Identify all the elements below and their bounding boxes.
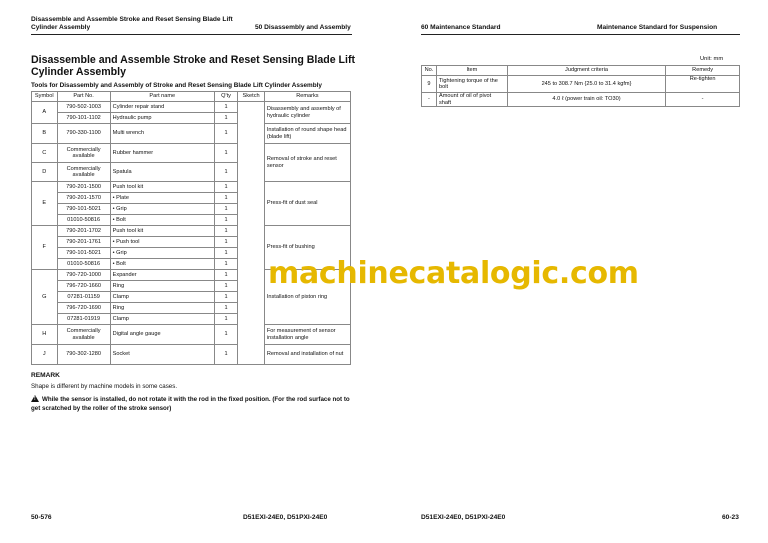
part-name-cell: Push tool kit xyxy=(110,226,214,237)
page-title: Disassemble and Assemble Stroke and Reset Sensing Blade Lift Cylinder Assembly xyxy=(31,54,355,78)
part-no-cell: 790-101-1102 xyxy=(57,113,110,124)
part-no-cell: 790-201-1500 xyxy=(57,182,110,193)
table-subtitle: Tools for Disassembly and Assembly of Stroke and Reset Sensing Blade Lift Cylinder Assembly xyxy=(31,82,322,89)
part-no-cell: 790-330-1100 xyxy=(57,124,110,144)
table-row xyxy=(32,124,351,144)
table-row xyxy=(32,182,351,193)
part-name-cell: Hydraulic pump xyxy=(110,113,214,124)
symbol-cell: B xyxy=(32,124,58,144)
qty-cell: 1 xyxy=(214,259,237,270)
part-name-cell: Cylinder repair stand xyxy=(110,102,214,113)
part-name-cell: Digital angle gauge xyxy=(110,325,214,345)
part-no-cell: 796-720-1660 xyxy=(57,281,110,292)
symbol-cell: D xyxy=(32,163,58,182)
col-remarks: Remarks xyxy=(264,92,350,102)
qty-cell: 1 xyxy=(214,345,237,365)
remarks-cell: Press-fit of bushing xyxy=(264,226,350,270)
tools-table xyxy=(31,91,351,365)
remark-text: Shape is different by machine models in some cases. xyxy=(31,383,178,390)
right-footer-page-number: 60-23 xyxy=(722,514,739,521)
right-header-rule xyxy=(421,34,740,35)
symbol-cell: G xyxy=(32,270,58,325)
remarks-cell: Press-fit of dust seal xyxy=(264,182,350,226)
warning-note xyxy=(31,395,351,413)
col-part-name: Part name xyxy=(110,92,214,102)
part-name-cell: Multi wrench xyxy=(110,124,214,144)
qty-cell: 1 xyxy=(214,113,237,124)
right-header-section: 60 Maintenance Standard xyxy=(421,24,501,31)
warning-icon: ! xyxy=(31,395,39,402)
table-row xyxy=(32,102,351,113)
remarks-cell: Removal of stroke and reset sensor xyxy=(264,144,350,182)
table-row xyxy=(32,325,351,345)
part-name-cell: • Push tool xyxy=(110,237,214,248)
part-no-cell: 07281-01919 xyxy=(57,314,110,325)
footer-model: D51EXI-24E0, D51PXI-24E0 xyxy=(243,514,328,521)
col-sketch: Sketch xyxy=(238,92,265,102)
part-name-cell: Rubber hammer xyxy=(110,144,214,163)
part-no-cell: Commercially available xyxy=(57,325,110,345)
part-no-cell: 07281-01159 xyxy=(57,292,110,303)
qty-cell: 1 xyxy=(214,270,237,281)
qty-cell: 1 xyxy=(214,102,237,113)
part-no-cell: 790-201-1761 xyxy=(57,237,110,248)
table-row xyxy=(32,144,351,163)
part-no-cell: 790-502-1003 xyxy=(57,102,110,113)
col-qty: Q'ty xyxy=(214,92,237,102)
table-header-row xyxy=(32,92,351,102)
part-name-cell: Push tool kit xyxy=(110,182,214,193)
std-header-row xyxy=(422,66,740,76)
symbol-cell: C xyxy=(32,144,58,163)
remarks-cell: Installation of piston ring xyxy=(264,270,350,325)
qty-cell: 1 xyxy=(214,303,237,314)
part-name-cell: • Grip xyxy=(110,248,214,259)
right-header-topic: Maintenance Standard for Suspension xyxy=(597,24,718,31)
qty-cell: 1 xyxy=(214,248,237,259)
remarks-cell: Installation of round shape head (blade lift) xyxy=(264,124,350,144)
qty-cell: 1 xyxy=(214,237,237,248)
qty-cell: 1 xyxy=(214,281,237,292)
part-no-cell: 790-720-1000 xyxy=(57,270,110,281)
qty-cell: 1 xyxy=(214,325,237,345)
std-no-cell: 9 xyxy=(422,76,437,93)
footer-page-number: 50-576 xyxy=(31,514,52,521)
col-remedy: Remedy xyxy=(666,66,740,76)
part-name-cell: • Grip xyxy=(110,204,214,215)
part-name-cell: Clamp xyxy=(110,292,214,303)
std-row xyxy=(422,76,740,93)
symbol-cell: J xyxy=(32,345,58,365)
std-criteria-cell: 4.0 ℓ (power train oil: TO30) xyxy=(507,93,665,107)
qty-cell: 1 xyxy=(214,163,237,182)
std-no-cell: - xyxy=(422,93,437,107)
remarks-cell: For measurement of sensor installation angle xyxy=(264,325,350,345)
col-part-no: Part No. xyxy=(57,92,110,102)
header-section: 50 Disassembly and Assembly xyxy=(255,24,351,31)
sketch-cell xyxy=(238,102,265,365)
part-name-cell: Expander xyxy=(110,270,214,281)
part-no-cell: 01010-50816 xyxy=(57,259,110,270)
part-no-cell: 790-101-5021 xyxy=(57,248,110,259)
part-name-cell: Clamp xyxy=(110,314,214,325)
std-remedy-cell: - xyxy=(666,93,740,107)
part-no-cell: 790-201-1702 xyxy=(57,226,110,237)
part-no-cell: 790-302-1280 xyxy=(57,345,110,365)
col-judgment: Judgment criteria xyxy=(507,66,665,76)
header-title-line1: Disassemble and Assemble Stroke and Reset Sensing Blade Lift xyxy=(31,16,233,23)
qty-cell: 1 xyxy=(214,292,237,303)
col-item: Item xyxy=(436,66,507,76)
part-no-cell: Commercially available xyxy=(57,163,110,182)
maintenance-standard-table xyxy=(421,65,740,107)
remarks-cell: Disassembly and assembly of hydraulic cylinder xyxy=(264,102,350,124)
std-row xyxy=(422,93,740,107)
symbol-cell: F xyxy=(32,226,58,270)
std-item-cell: Tightening torque of the bolt xyxy=(436,76,507,93)
part-name-cell: Socket xyxy=(110,345,214,365)
part-name-cell: • Bolt xyxy=(110,215,214,226)
qty-cell: 1 xyxy=(214,144,237,163)
remark-heading: REMARK xyxy=(31,372,60,379)
remarks-cell: Removal and installation of nut xyxy=(264,345,350,365)
table-row xyxy=(32,345,351,365)
symbol-cell: A xyxy=(32,102,58,124)
qty-cell: 1 xyxy=(214,182,237,193)
part-name-cell: Ring xyxy=(110,281,214,292)
table-row xyxy=(32,226,351,237)
part-name-cell: Ring xyxy=(110,303,214,314)
symbol-cell: E xyxy=(32,182,58,226)
watermark: machinecatalogic.com xyxy=(268,256,639,291)
part-name-cell: Spatula xyxy=(110,163,214,182)
col-no: No. xyxy=(422,66,437,76)
qty-cell: 1 xyxy=(214,226,237,237)
qty-cell: 1 xyxy=(214,314,237,325)
part-name-cell: • Bolt xyxy=(110,259,214,270)
qty-cell: 1 xyxy=(214,193,237,204)
part-no-cell: 01010-50816 xyxy=(57,215,110,226)
std-item-cell: Amount of oil of pivot shaft xyxy=(436,93,507,107)
symbol-cell: H xyxy=(32,325,58,345)
qty-cell: 1 xyxy=(214,204,237,215)
std-remedy-cell: Re-tighten xyxy=(666,76,740,93)
header-title-line2: Cylinder Assembly xyxy=(31,24,91,31)
part-no-cell: 796-720-1690 xyxy=(57,303,110,314)
part-no-cell: 790-201-1570 xyxy=(57,193,110,204)
part-name-cell: • Plate xyxy=(110,193,214,204)
std-criteria-cell: 245 to 308.7 Nm {25.0 to 31.4 kgfm} xyxy=(507,76,665,93)
part-no-cell: 790-101-5021 xyxy=(57,204,110,215)
col-symbol: Symbol xyxy=(32,92,58,102)
qty-cell: 1 xyxy=(214,215,237,226)
unit-label: Unit: mm xyxy=(700,56,724,62)
qty-cell: 1 xyxy=(214,124,237,144)
header-rule xyxy=(31,34,352,35)
part-no-cell: Commercially available xyxy=(57,144,110,163)
right-footer-model: D51EXI-24E0, D51PXI-24E0 xyxy=(421,514,506,521)
warning-text: While the sensor is installed, do not rotate it with the rod in the fixed position. (For the rod surface not to get scratched by the roller of the stroke sensor) xyxy=(31,396,350,412)
